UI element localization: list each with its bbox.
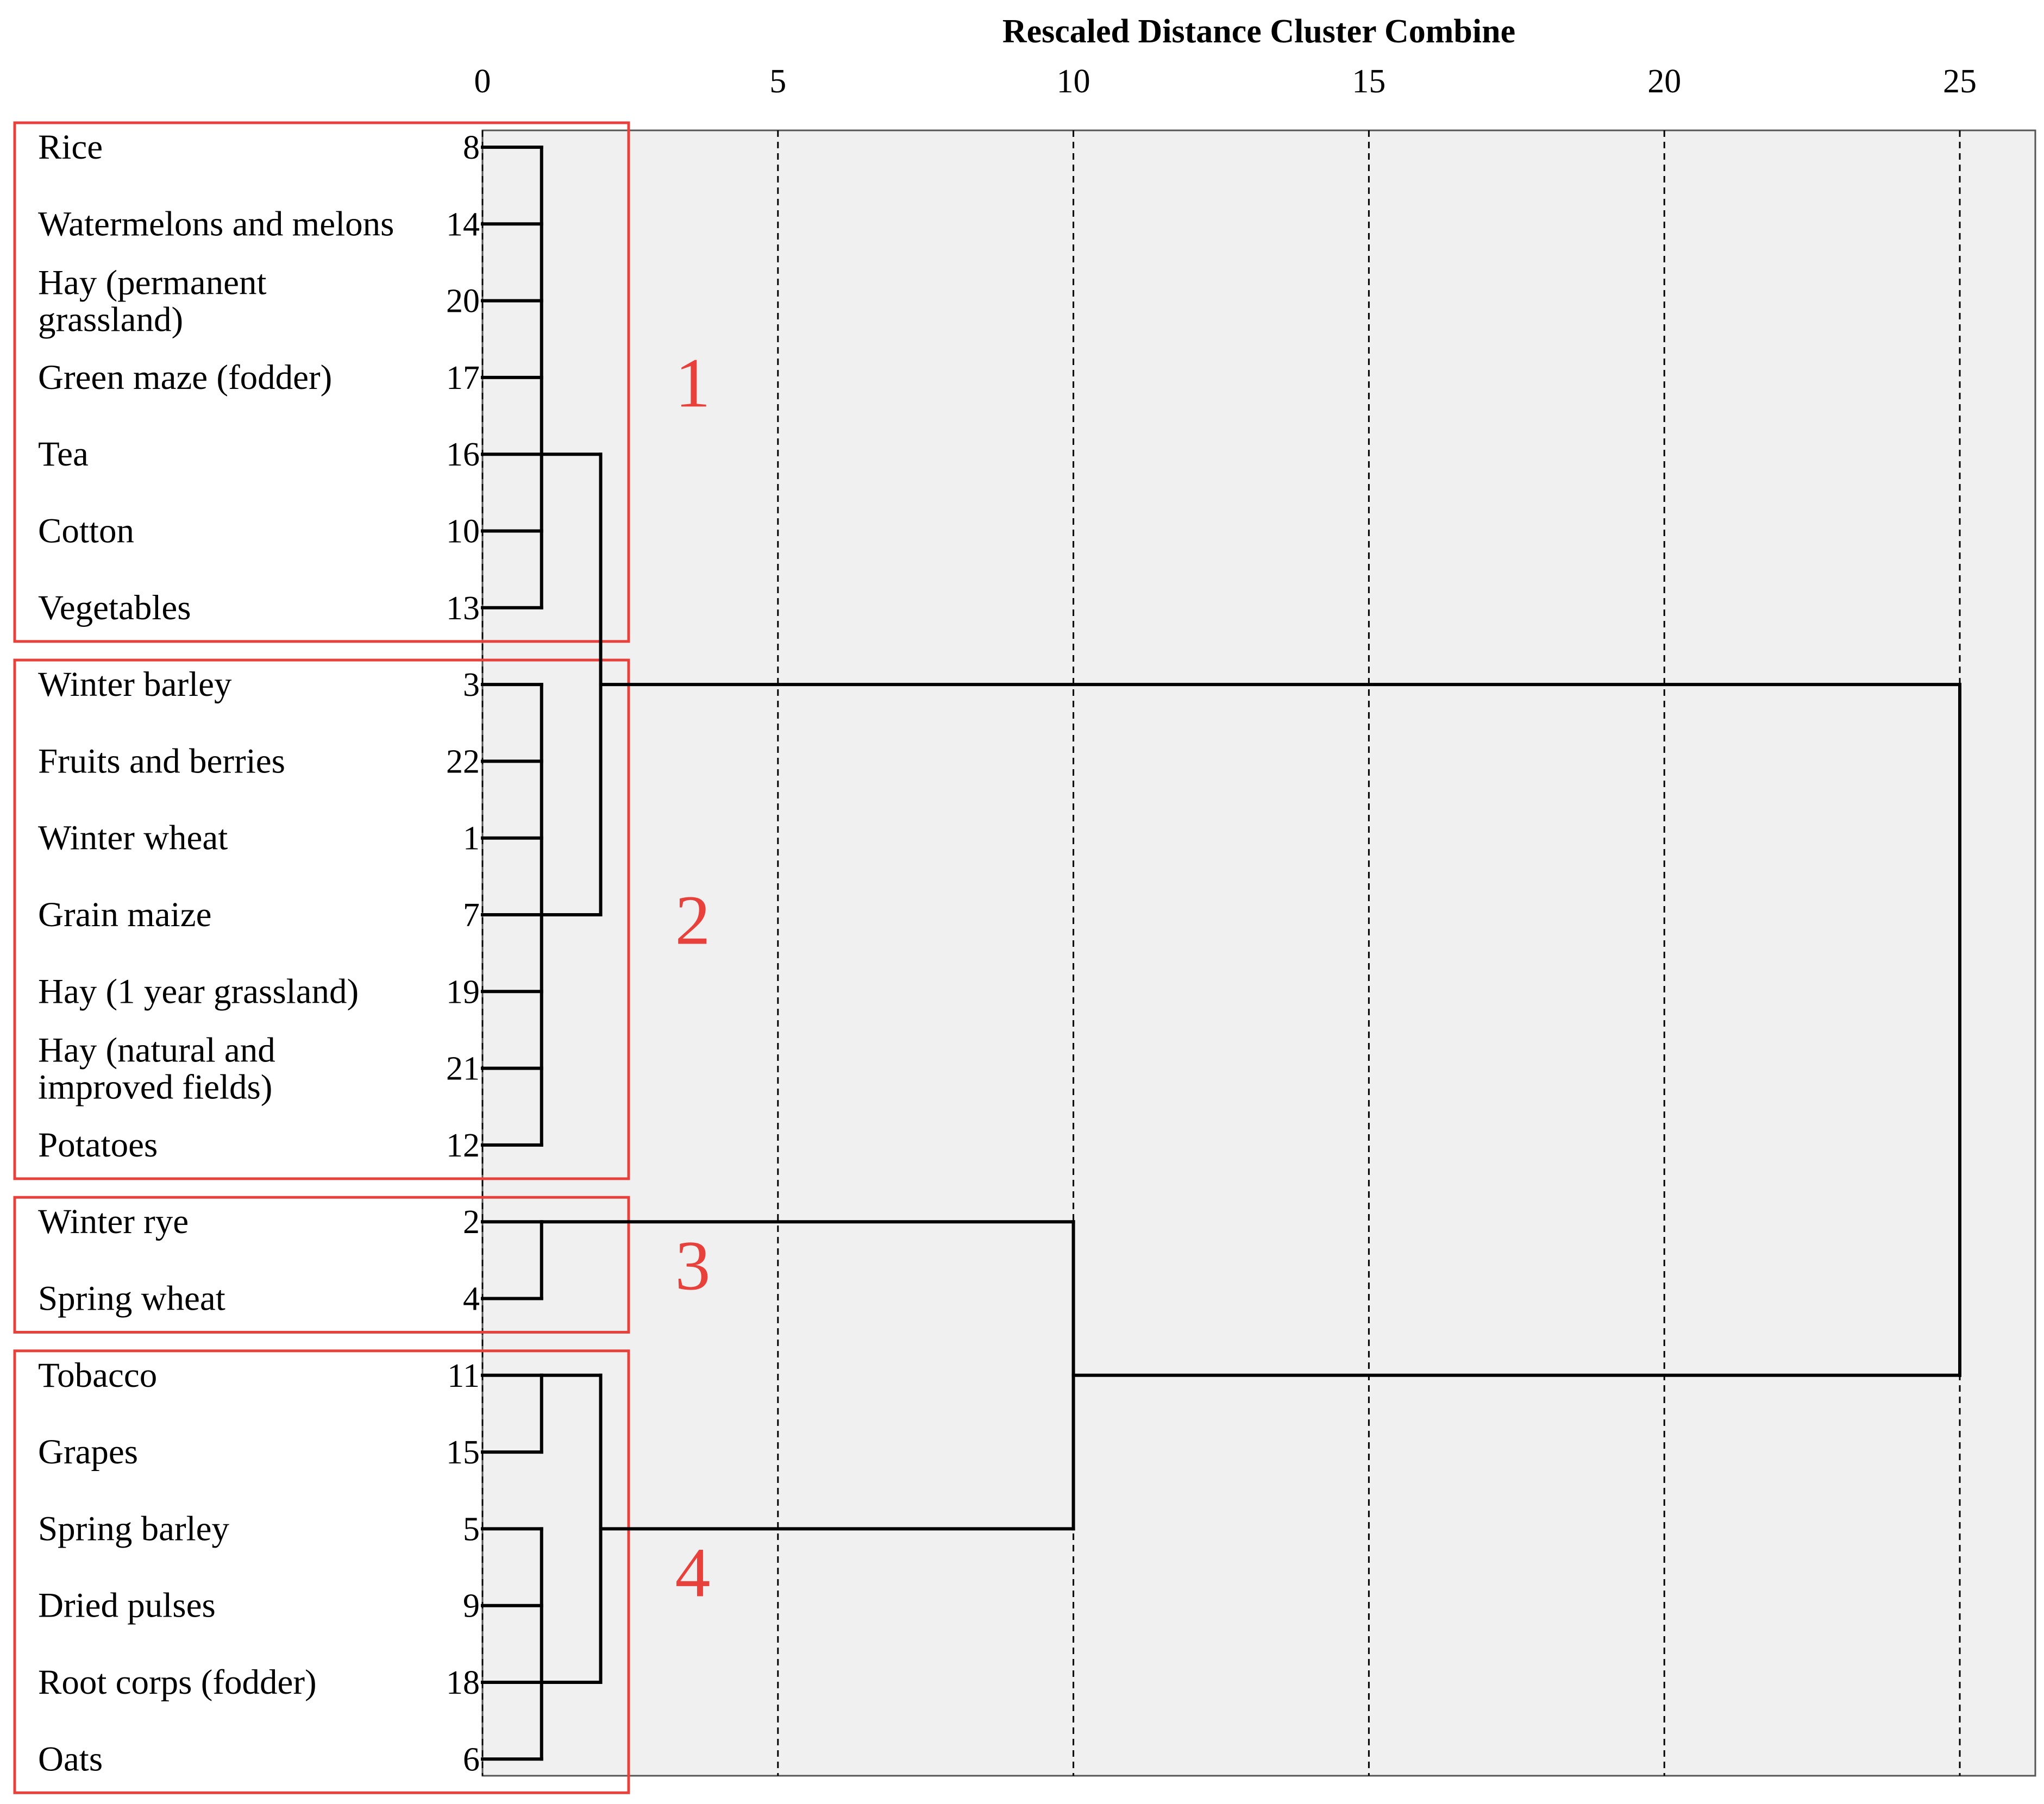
- tick-label: 10: [1056, 63, 1090, 100]
- tick-label: 15: [1352, 63, 1386, 100]
- leaf-label: Fruits and berries: [38, 741, 285, 781]
- leaf-label: grassland): [38, 300, 184, 340]
- leaf-number: 11: [447, 1357, 480, 1394]
- leaf-label: Rice: [38, 128, 103, 167]
- leaf-label: Hay (permanent: [38, 263, 267, 303]
- tick-label: 25: [1943, 63, 1977, 100]
- leaf-number: 8: [463, 129, 480, 166]
- leaf-label: improved fields): [38, 1067, 273, 1107]
- leaf-number: 2: [463, 1204, 480, 1241]
- leaf-label: Oats: [38, 1739, 103, 1779]
- leaf-label: Tea: [38, 435, 89, 474]
- leaf-label: Spring wheat: [38, 1279, 225, 1318]
- leaf-label: Tobacco: [38, 1355, 158, 1395]
- leaf-label: Hay (natural and: [38, 1030, 275, 1070]
- leaf-label: Cotton: [38, 511, 134, 551]
- leaf-number: 9: [463, 1587, 480, 1625]
- leaf-number: 22: [446, 743, 480, 781]
- leaf-label: Spring barley: [38, 1509, 230, 1549]
- leaf-number: 13: [446, 589, 480, 627]
- leaf-label: Dried pulses: [38, 1586, 216, 1625]
- leaf-label: Watermelons and melons: [38, 204, 394, 244]
- leaf-number: 3: [463, 667, 480, 704]
- leaf-number: 18: [446, 1664, 480, 1701]
- leaf-number: 14: [446, 206, 480, 243]
- leaf-number: 10: [446, 513, 480, 550]
- cluster-label: 3: [675, 1227, 711, 1305]
- leaf-label: Vegetables: [38, 588, 191, 627]
- leaf-label: Potatoes: [38, 1125, 158, 1165]
- leaf-label: Winter rye: [38, 1202, 189, 1242]
- leaf-number: 7: [463, 897, 480, 934]
- leaf-number: 15: [446, 1434, 480, 1472]
- leaf-number: 1: [463, 820, 480, 857]
- cluster-label: 2: [675, 881, 711, 960]
- chart-title: Rescaled Distance Cluster Combine: [1002, 13, 1516, 50]
- leaf-label: Hay (1 year grassland): [38, 972, 359, 1011]
- leaf-number: 4: [463, 1280, 480, 1318]
- leaf-label: Grapes: [38, 1432, 139, 1472]
- leaf-number: 17: [446, 359, 480, 397]
- leaf-label: Green maze (fodder): [38, 357, 333, 397]
- leaf-label: Root corps (fodder): [38, 1663, 317, 1702]
- leaf-label: Winter barley: [38, 665, 232, 705]
- leaf-label: Grain maize: [38, 895, 212, 934]
- leaf-number: 6: [463, 1741, 480, 1778]
- axis-ticks: [474, 63, 1977, 100]
- leaf-number: 20: [446, 282, 480, 320]
- leaf-labels: [38, 128, 480, 1778]
- leaf-number: 5: [463, 1511, 480, 1548]
- tick-label: 20: [1647, 63, 1682, 100]
- tick-label: 5: [769, 63, 787, 100]
- leaf-number: 12: [446, 1127, 480, 1164]
- leaf-label: Winter wheat: [38, 818, 228, 858]
- cluster-label: 4: [675, 1533, 711, 1612]
- leaf-number: 16: [446, 436, 480, 474]
- leaf-number: 21: [446, 1050, 480, 1088]
- leaf-number: 19: [446, 973, 480, 1011]
- tick-label: 0: [474, 63, 491, 100]
- cluster-label: 1: [675, 344, 711, 423]
